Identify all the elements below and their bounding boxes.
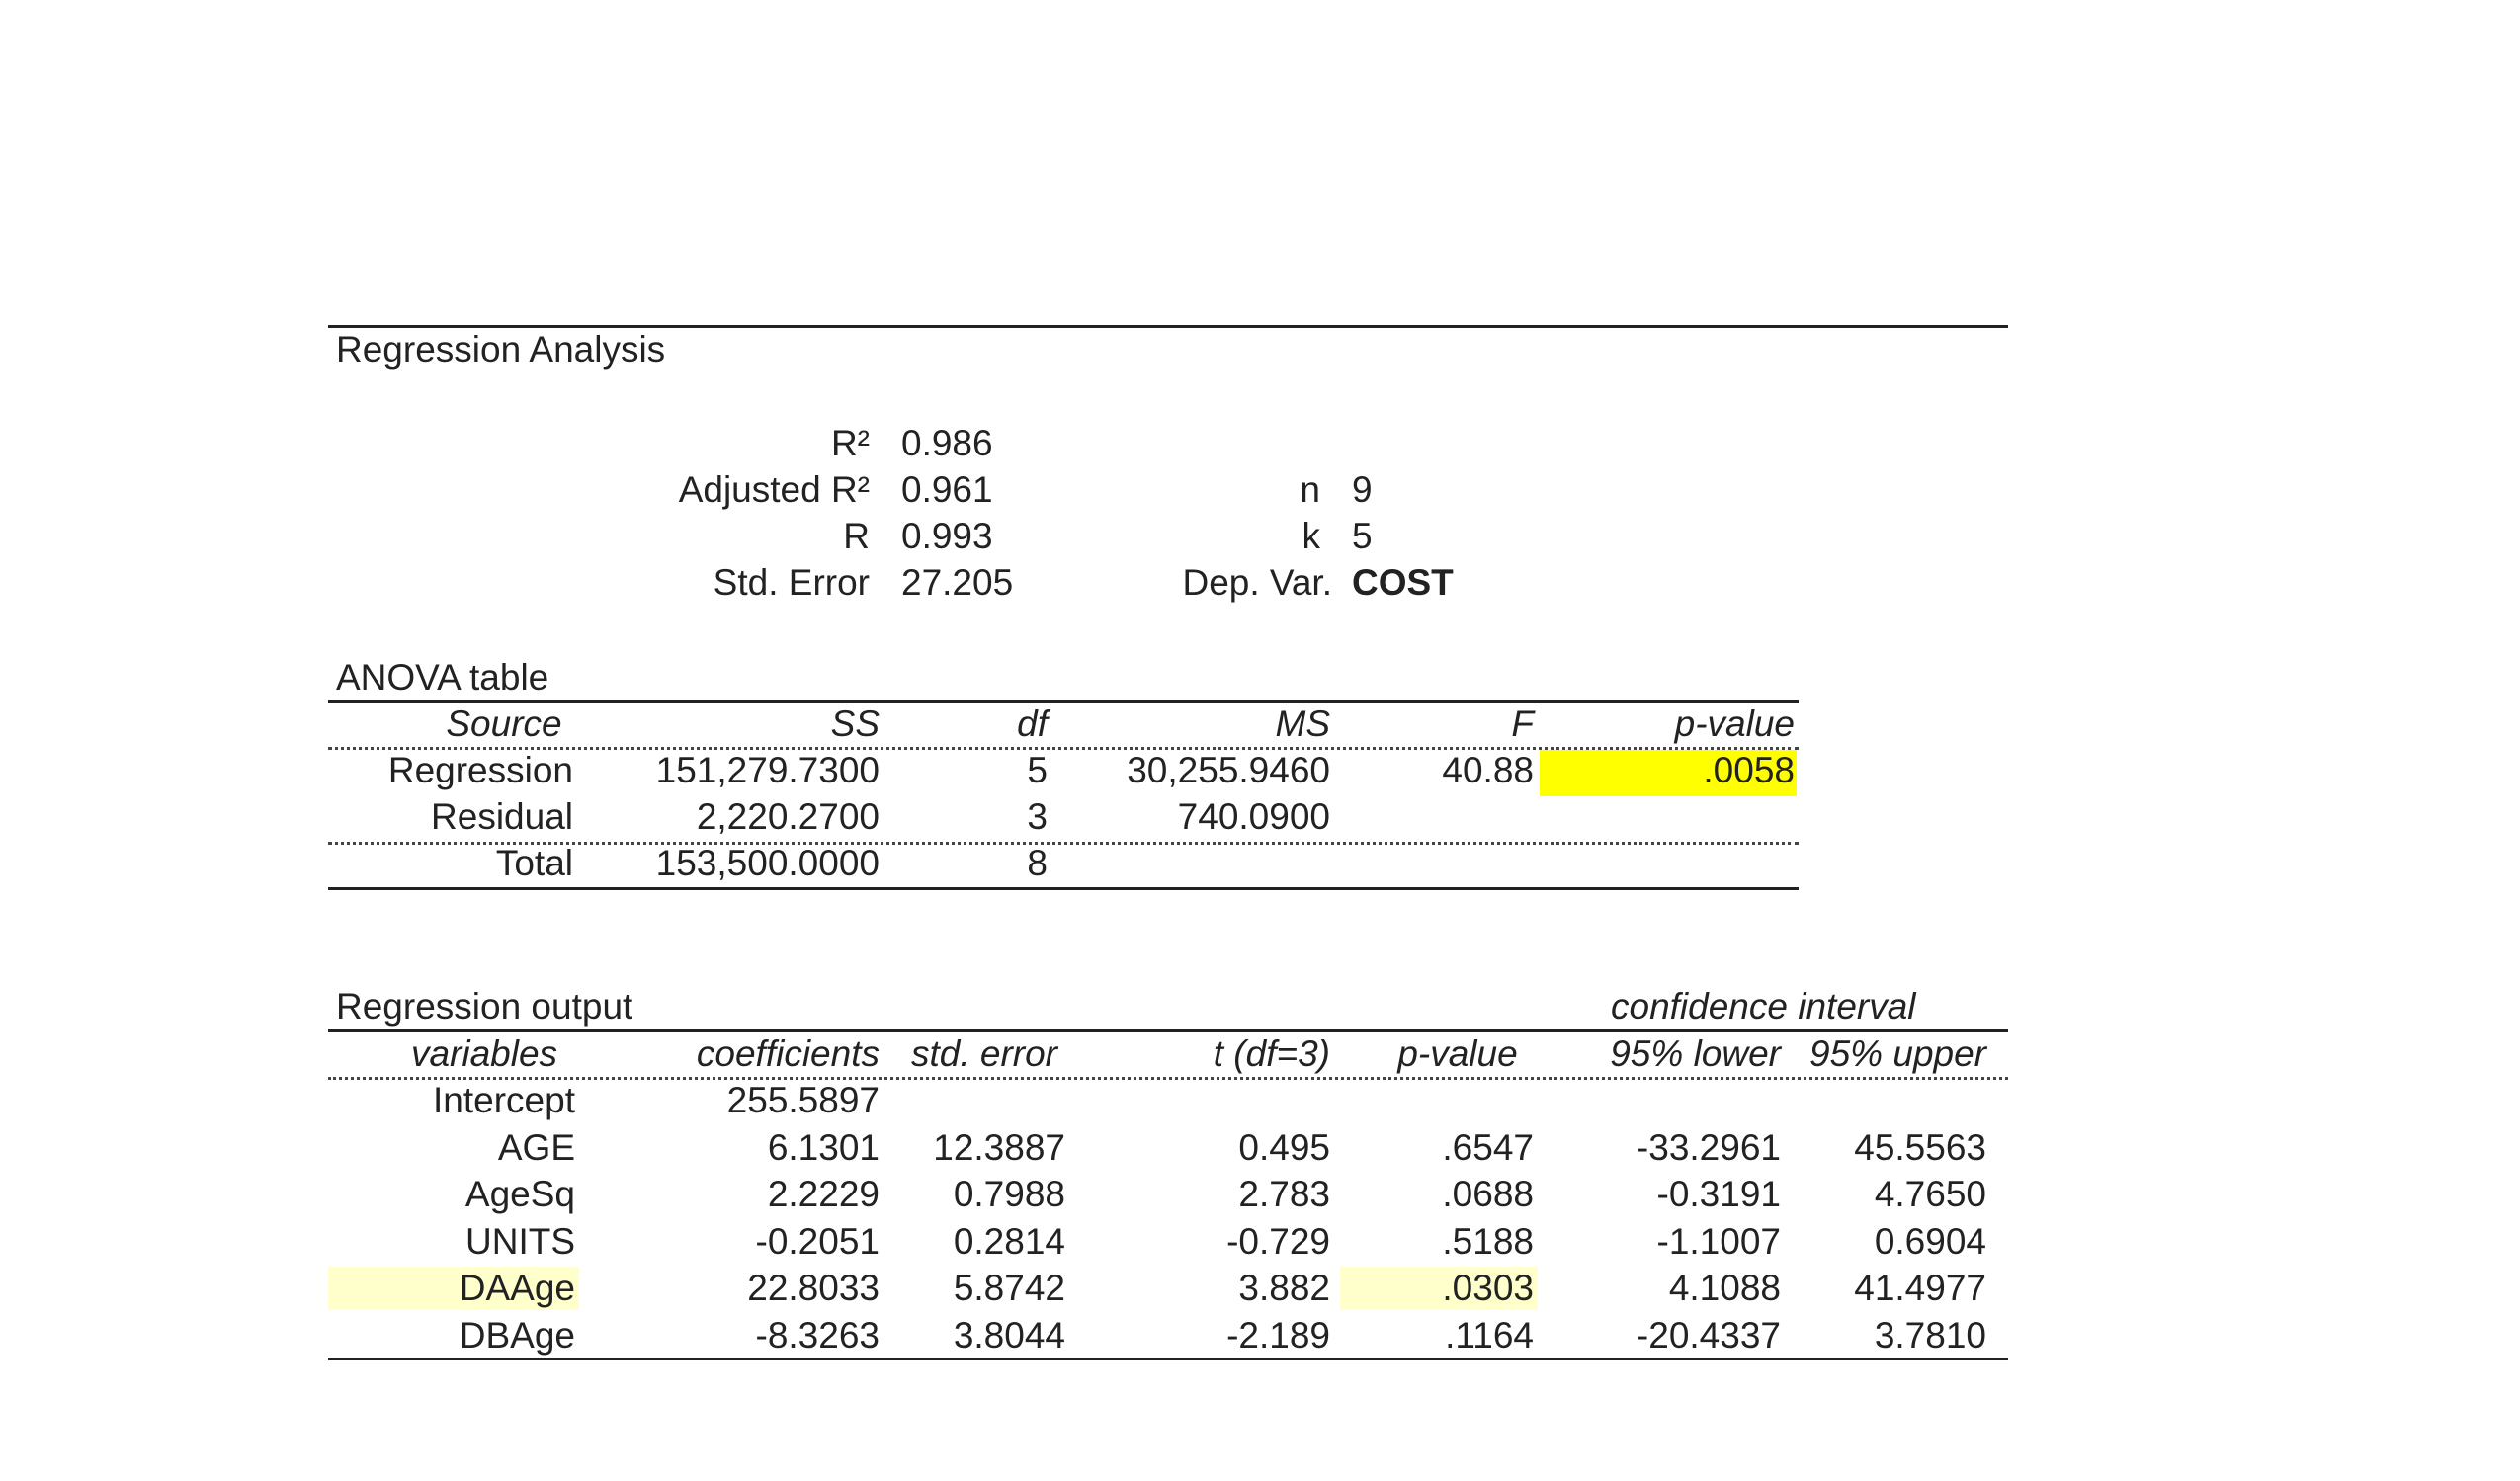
anova-header-ss: SS bbox=[830, 703, 880, 744]
r2-value: 0.986 bbox=[901, 423, 993, 463]
n-value: 9 bbox=[1352, 469, 1373, 510]
anova-cell: 8 bbox=[1027, 843, 1048, 883]
regression-cell: 255.5897 bbox=[726, 1080, 880, 1120]
r2-label: R² bbox=[830, 423, 870, 463]
regression-cell: .5188 bbox=[1442, 1220, 1534, 1262]
regression-cell: 45.5563 bbox=[1854, 1126, 1986, 1168]
anova-source-label: Regression bbox=[387, 750, 573, 790]
anova-cell: 40.88 bbox=[1442, 750, 1534, 790]
anova-bottom-rule bbox=[328, 887, 1799, 890]
regression-cell: 0.6904 bbox=[1874, 1220, 1986, 1262]
regression-header-std-error: std. error bbox=[910, 1033, 1058, 1074]
regression-cell: 0.495 bbox=[1238, 1126, 1330, 1168]
variable-name: Intercept bbox=[433, 1080, 575, 1120]
adj-r2-value: 0.961 bbox=[901, 469, 993, 510]
regression-cell: .6547 bbox=[1442, 1126, 1534, 1168]
confidence-interval-header: confidence interval bbox=[1611, 986, 1916, 1027]
dep-var-label: Dep. Var. bbox=[1182, 562, 1332, 603]
regression-cell: 0.2814 bbox=[953, 1220, 1065, 1262]
regression-header-p-value: p-value bbox=[1397, 1033, 1518, 1074]
anova-cell: 151,279.7300 bbox=[655, 750, 880, 790]
anova-header-f: F bbox=[1511, 703, 1534, 744]
regression-cell: 22.8033 bbox=[747, 1268, 880, 1308]
anova-cell: 2,220.2700 bbox=[696, 796, 880, 837]
n-label: n bbox=[1300, 469, 1320, 510]
regression-cell: 2.783 bbox=[1238, 1174, 1330, 1214]
anova-source-label: Total bbox=[495, 843, 573, 883]
regression-cell: 0.7988 bbox=[953, 1174, 1065, 1214]
std-error-label: Std. Error bbox=[713, 562, 870, 603]
variable-name: AgeSq bbox=[464, 1174, 575, 1214]
regression-cell: 5.8742 bbox=[953, 1268, 1065, 1308]
regression-cell: 6.1301 bbox=[767, 1126, 880, 1168]
regression-cell: 3.882 bbox=[1238, 1268, 1330, 1308]
regression-cell: -1.1007 bbox=[1656, 1220, 1781, 1262]
regression-cell: -0.2051 bbox=[755, 1220, 880, 1262]
regression-cell: .0688 bbox=[1442, 1174, 1534, 1214]
variable-name: DBAge bbox=[459, 1314, 575, 1356]
anova-title: ANOVA table bbox=[336, 657, 549, 698]
regression-cell: 3.7810 bbox=[1874, 1314, 1986, 1356]
anova-cell: 740.0900 bbox=[1177, 796, 1330, 837]
variable-name: DAAge bbox=[459, 1268, 575, 1308]
anova-source-label: Residual bbox=[431, 796, 573, 837]
variable-name: UNITS bbox=[465, 1220, 575, 1262]
anova-cell: 153,500.0000 bbox=[655, 843, 880, 883]
regression-cell: 41.4977 bbox=[1854, 1268, 1986, 1308]
anova-header-p-value: p-value bbox=[1674, 703, 1795, 744]
regression-cell: -0.729 bbox=[1226, 1220, 1330, 1262]
anova-cell: .0058 bbox=[1703, 750, 1795, 790]
regression-cell: -0.3191 bbox=[1656, 1174, 1781, 1214]
regression-header-coefficients: coefficients bbox=[696, 1033, 880, 1074]
regression-cell: -8.3263 bbox=[755, 1314, 880, 1356]
regression-header-95-lower: 95% lower bbox=[1610, 1033, 1781, 1074]
regression-cell: .1164 bbox=[1445, 1314, 1534, 1356]
anova-cell: 3 bbox=[1027, 796, 1048, 837]
regression-cell: -33.2961 bbox=[1636, 1126, 1781, 1168]
anova-cell: 5 bbox=[1027, 750, 1048, 790]
variable-name: AGE bbox=[497, 1126, 575, 1168]
regression-cell: 3.8044 bbox=[953, 1314, 1065, 1356]
anova-cell: 30,255.9460 bbox=[1127, 750, 1330, 790]
k-value: 5 bbox=[1352, 516, 1373, 556]
anova-total-dotted-rule bbox=[328, 842, 1799, 845]
regression-cell: -20.4337 bbox=[1636, 1314, 1781, 1356]
anova-header-ms: MS bbox=[1275, 703, 1330, 744]
k-label: k bbox=[1302, 516, 1320, 556]
regression-bottom-rule bbox=[328, 1358, 2008, 1360]
regression-cell: .0303 bbox=[1442, 1268, 1534, 1308]
regression-header-95-upper: 95% upper bbox=[1809, 1033, 1986, 1074]
adj-r2-label: Adjusted R² bbox=[678, 469, 870, 510]
regression-header-variables: variables bbox=[410, 1033, 558, 1074]
regression-cell: 4.7650 bbox=[1874, 1174, 1986, 1214]
regression-cell: 4.1088 bbox=[1668, 1268, 1781, 1308]
regression-cell: 12.3887 bbox=[933, 1126, 1065, 1168]
r-label: R bbox=[843, 516, 870, 556]
regression-header-t-df-3: t (df=3) bbox=[1213, 1033, 1330, 1074]
regression-title: Regression output bbox=[336, 986, 633, 1027]
regression-header-dotted-rule bbox=[328, 1077, 2008, 1080]
page-title: Regression Analysis bbox=[336, 329, 666, 370]
anova-header-df: df bbox=[1017, 703, 1048, 744]
r-value: 0.993 bbox=[901, 516, 993, 556]
regression-cell: -2.189 bbox=[1226, 1314, 1330, 1356]
regression-cell: 2.2229 bbox=[767, 1174, 880, 1214]
anova-header-source: Source bbox=[446, 703, 562, 744]
dep-var-value: COST bbox=[1352, 562, 1454, 603]
std-error-value: 27.205 bbox=[901, 562, 1014, 603]
